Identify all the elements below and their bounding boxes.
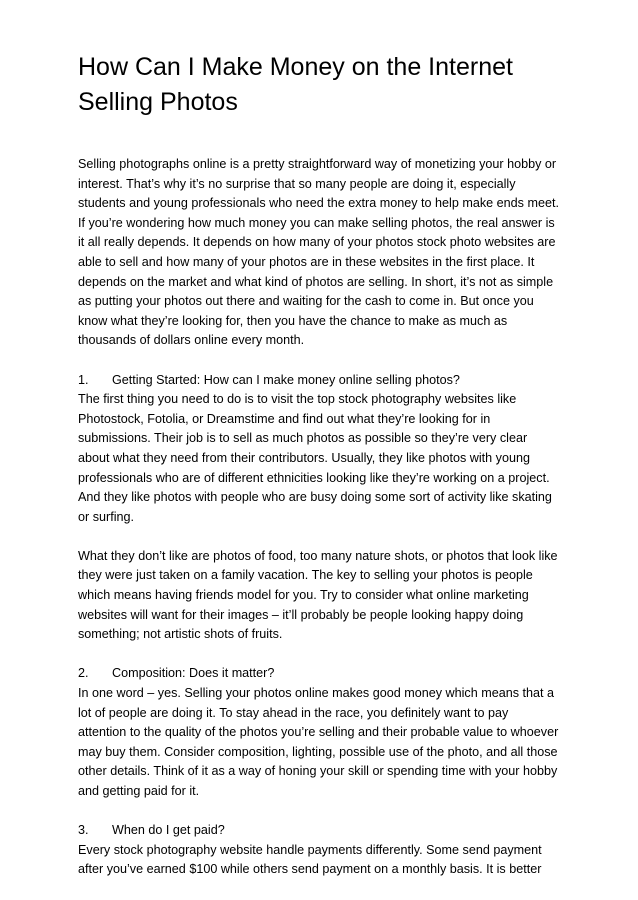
section-2-heading-text: Composition: Does it matter? [112, 666, 275, 681]
section-2-number: 2. [78, 666, 89, 681]
section-1-number: 1. [78, 372, 89, 387]
section-1-heading-text: Getting Started: How can I make money online selling photos? [112, 372, 460, 387]
section-1-paragraph-2: What they don’t like are photos of food, too many nature shots, or photos that look like they were just taken on a family vacation. The key to selling your photos is people which means having friends model for you. Try to consider what online marketing websites will want for their images – it’ll probably be people looking happy doing something; not artistic shots of fruits. [78, 548, 558, 642]
section-3-heading [78, 821, 560, 841]
document-title: How Can I Make Money on the Internet Selling Photos [78, 53, 513, 116]
section-1-content [78, 371, 560, 528]
section-2-paragraph-1: In one word – yes. Selling your photos online makes good money which means that a lot of people are doing it. To stay ahead in the race, you definitely want to pay attention to the quality of the photos you’re selling and their probable value to whoever may buy them. Consider composition, lighting, possible use of the photo, and all those other details. Think of it as a way of honing your skill or spending time with your hobby and getting paid for it. [78, 686, 559, 798]
section-3-content [78, 821, 560, 880]
section-3-paragraph-1: Every stock photography website handle payments differently. Some send payment after you’ve earned $100 while others send payment on a monthly basis. It is better [78, 842, 542, 877]
section-3-number: 3. [78, 823, 89, 838]
intro-paragraph: Selling photographs online is a pretty straightforward way of monetizing your hobby or interest. That’s why it’s no surprise that so many people are doing it, especially students and young professionals who need the extra money to help make ends meet. If you’re wondering how much money you can make selling photos, the real answer is it all really depends. It depends on how many of your photos stock photo websites are able to sell and how many of your photos are in these websites in the first place. It depends on the market and what kind of photos are selling. In short, it’s not as simple as putting your photos out there and waiting for the cash to come in. But once you know what they’re looking for, then you have the chance to make as much as thousands of dollars online every month. [78, 157, 559, 348]
section-1-heading [78, 371, 560, 391]
section-2-heading [78, 664, 560, 684]
section-3-heading-text: When do I get paid? [112, 823, 225, 838]
section-1-paragraph-1: The first thing you need to do is to visit the top stock photography websites like Photostock, Fotolia, or Dreamstime and find out what they’re looking for in submissions. Their job is to sell as much photos as possible so they’re very clear about what they need from their contributors. Usually, they like photos with young professionals who are of different ethnicities looking like they’re working on a project. And they like photos with people who are busy doing some sort of activity like skating or surfing. [78, 392, 552, 524]
section-3 [78, 821, 560, 880]
section-2 [78, 664, 560, 801]
section-1 [78, 371, 560, 645]
section-2-content [78, 664, 560, 801]
document-body [78, 155, 560, 900]
